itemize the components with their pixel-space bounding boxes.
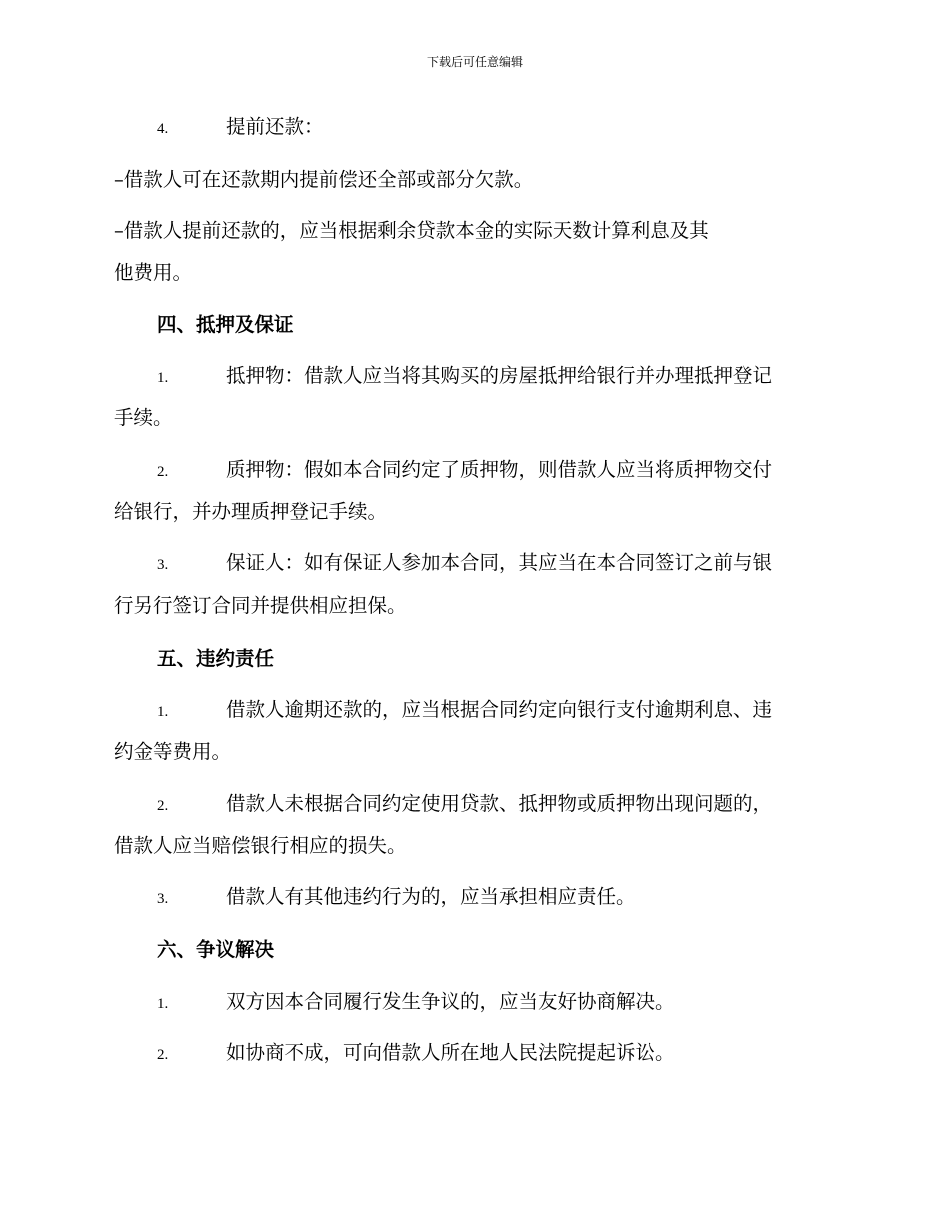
item-text: 借款人未根据合同约定使用贷款、抵押物或质押物出现问题的， — [226, 792, 773, 815]
bullet-text: –借款人提前还款的，应当根据剩余贷款本金的实际天数计算利息及其 — [114, 219, 709, 242]
item-number: 2. — [157, 798, 169, 814]
section-heading: 四、抵押及保证 — [157, 313, 294, 336]
item-number: 1. — [157, 996, 169, 1012]
page-header: 下载后可任意编辑 — [426, 55, 523, 69]
item-number: 3. — [157, 891, 169, 907]
item-text-continued: 手续。 — [114, 406, 173, 429]
section-heading: 六、争议解决 — [157, 938, 275, 961]
item-text-continued: 行另行签订合同并提供相应担保。 — [114, 594, 407, 617]
item-number: 2. — [157, 464, 169, 480]
item-number: 1. — [157, 370, 169, 386]
item-text-continued: 约金等费用。 — [114, 740, 232, 763]
item-number: 1. — [157, 704, 169, 720]
bullet-text: –借款人可在还款期内提前偿还全部或部分欠款。 — [114, 168, 534, 191]
bullet-text-continued: 他费用。 — [114, 261, 193, 284]
item-number: 2. — [157, 1047, 169, 1063]
item-text: 借款人逾期还款的，应当根据合同约定向银行支付逾期利息、违 — [226, 698, 773, 721]
item-text: 抵押物：借款人应当将其购买的房屋抵押给银行并办理抵押登记 — [226, 364, 773, 387]
item-text: 保证人：如有保证人参加本合同，其应当在本合同签订之前与银 — [226, 551, 773, 574]
item-number: 3. — [157, 557, 169, 573]
item-text: 双方因本合同履行发生争议的，应当友好协商解决。 — [226, 990, 675, 1013]
section-heading: 五、违约责任 — [157, 647, 275, 670]
item-text-continued: 借款人应当赔偿银行相应的损失。 — [114, 834, 407, 857]
item-text: 提前还款： — [226, 115, 324, 138]
item-text: 质押物：假如本合同约定了质押物，则借款人应当将质押物交付 — [226, 458, 773, 481]
item-text: 借款人有其他违约行为的，应当承担相应责任。 — [226, 885, 636, 908]
item-number: 4. — [157, 121, 169, 137]
item-text-continued: 给银行，并办理质押登记手续。 — [114, 500, 388, 523]
item-text: 如协商不成，可向借款人所在地人民法院提起诉讼。 — [226, 1041, 675, 1064]
